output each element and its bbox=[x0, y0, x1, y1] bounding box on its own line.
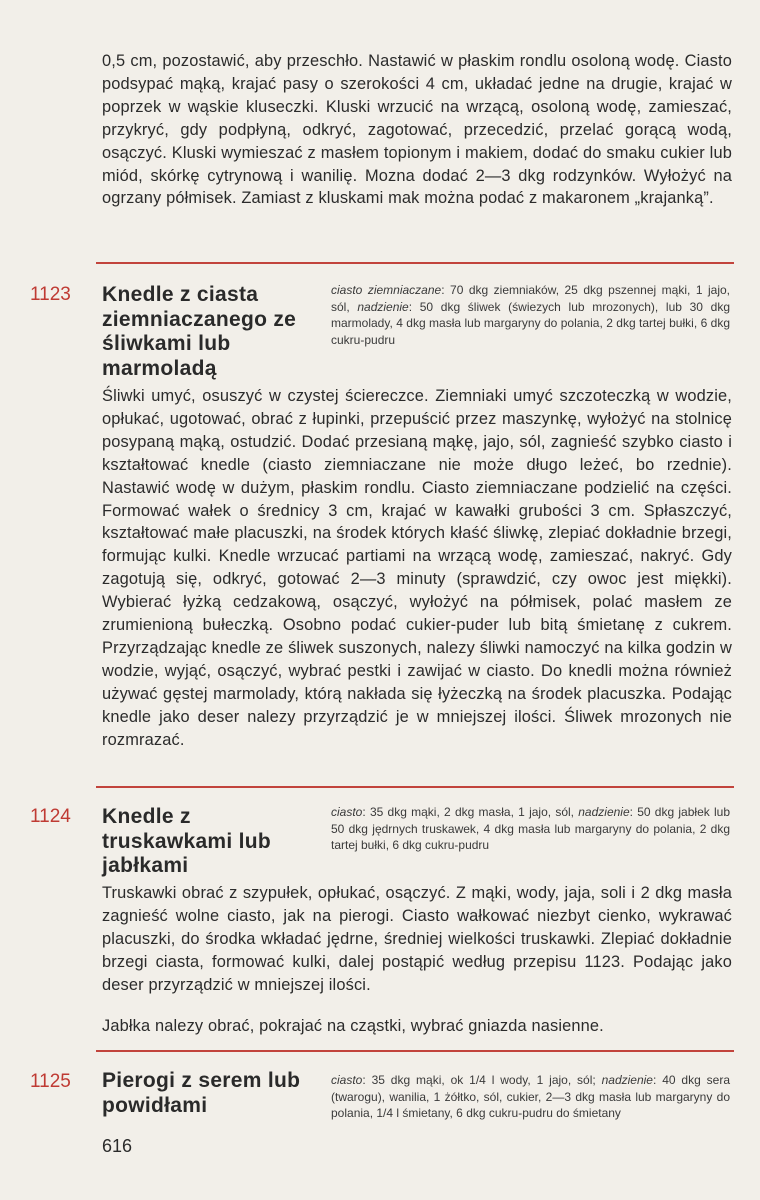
ingredients-text: : 35 dkg mąki, ok 1/4 l wody, 1 jajo, sól; bbox=[362, 1073, 602, 1087]
recipe-number: 1124 bbox=[30, 806, 71, 827]
ingredients-text: : 70 dkg ziemniaków, 25 dkg pszennej mąki, 1 jajo, sól, bbox=[331, 283, 730, 314]
recipe-body: Śliwki umyć, osuszyć w czystej ściereczce. Ziemniaki umyć szczoteczką w wodzie, opłukać, ugotować, obrać z łupinki, przepuścić przez maszynkę, wyłożyć na stolnicę posypaną mąką, ostudzić. Dodać przesianą mąkę, jajo, sól, zagnieść szybko ciasto i kształtować knedle (ciasto ziemniaczane nie może długo leżeć, bo rzednie). Nastawić wodę w dużym, płaskim rondlu. Ciasto ziemniaczane podzielić na części. Formować wałek o średnicy 3 cm, krajać w kawałki grubości 3 cm. Spłaszczyć, kształtować małe placuszki, na środek których kłaść śliwkę, zlepiać dokładnie brzegi, formując kulki. Knedle wrzucać partiami na wrzącą wodę, zamieszać, nakryć. Gdy zagotują się, odkryć, gotować 2—3 minuty (sprawdzić, czy owoc jest miękki). Wybierać łyżką cedzakową, osączyć, wyłożyć na półmisek, polać masłem ze zrumienioną bułeczką. Osobno podać cukier-puder lub bitą śmietanę z cukrem. Przyrządzając knedle ze śliwek suszonych, nalezy śliwki namoczyć na kilka godzin w wodzie, wyjąć, osączyć, wybrać pestki i zawijać w ciasto. Do knedli można również używać gęstej marmolady, którą nakłada się łyżeczką na środek placuszka. Podając knedle jako deser nalezy przyrządzić je w mniejszej ilości. Śliwek mrozonych nie rozmrazać. bbox=[102, 387, 732, 749]
filling-text: : 50 dkg śliwek (świezych lub mrozonych), lub 30 dkg marmolady, 4 dkg masła lub margaryny do polania, 2 dkg tartej bułki, 6 dkg cukru-pudru bbox=[331, 299, 730, 347]
filling-label: nadzienie bbox=[357, 299, 409, 314]
page-number: 616 bbox=[102, 1136, 133, 1156]
ingredients-label: ciasto bbox=[331, 1073, 363, 1087]
ingredients-list bbox=[331, 1072, 730, 1122]
filling-label: nadzienie bbox=[578, 805, 630, 819]
section-divider bbox=[96, 786, 734, 788]
ingredients-label: ciasto ziemniaczane bbox=[331, 283, 442, 297]
ingredients-list bbox=[331, 804, 730, 854]
ingredients-text: : 35 dkg mąki, 2 dkg masła, 1 jajo, sól, bbox=[362, 805, 579, 819]
recipe-number: 1123 bbox=[30, 284, 71, 305]
recipe-number: 1125 bbox=[30, 1071, 71, 1092]
intro-paragraph: 0,5 cm, pozostawić, aby przeschło. Nastawić w płaskim rondlu osoloną wodę. Ciasto podsypać mąką, krajać pasy o szerokości 4 cm, układać jedne na drugie, krajać w poprzek w wąskie kluseczki. Kluski wrzucić na wrzącą, osoloną wodę, zamieszać, przykryć, gdy podpłyną, odkryć, zagotować, przecedzić, przelać gorącą wodą, osączyć. Kluski wymieszać z masłem topionym i makiem, dodać do smaku cukier lub miód, skórkę cytrynową i wanilię. Mozna dodać 2—3 dkg rodzynków. Wyłożyć na ogrzany półmisek. Zamiast z kluskami mak można podać z makaronem „krajanką”. bbox=[102, 52, 732, 208]
section-divider bbox=[96, 262, 734, 264]
ingredients-label: ciasto bbox=[331, 805, 363, 819]
recipe-title: Knedle z ciasta ziemniaczanego ze śliwkami lub marmoladą bbox=[102, 283, 297, 380]
recipe-title: Pierogi z serem lub powidłami bbox=[102, 1069, 301, 1117]
filling-text: : 50 dkg jabłek lub 50 dkg jędrnych truskawek, 4 dkg masła lub margaryny do polania, 2 dkg tartej bułki, 6 dkg cukru-pudru bbox=[331, 805, 731, 853]
ingredients-list bbox=[331, 282, 730, 348]
filling-label: nadzienie bbox=[601, 1073, 653, 1087]
recipe-body: Truskawki obrać z szypułek, opłukać, osączyć. Z mąki, wody, jaja, soli i 2 dkg masła zagnieść wolne ciasto, jak na pierogi. Ciasto wałkować niezbyt cienko, wykrawać placuszki, do środka wkładać jędrne, średniej wielkości truskawki. Zlepiać dokładnie brzegi ciasta, formować kulki, dalej postąpić według przepisu 1123. Podając jako deser przyrządzić w mniejszej ilości. bbox=[102, 884, 732, 994]
filling-text: : 40 dkg sera (twarogu), wanilia, 1 żółtko, sól, cukier, 2—3 dkg masła lub margaryny do polania, 1/4 l śmietany, 6 dkg cukru-pudru do śmietany bbox=[331, 1073, 731, 1121]
section-divider bbox=[96, 1050, 734, 1052]
recipe-body-note: Jabłka nalezy obrać, pokrajać na cząstki, wybrać gniazda nasienne. bbox=[102, 1017, 604, 1035]
recipe-title: Knedle z truskawkami lub jabłkami bbox=[102, 805, 272, 877]
